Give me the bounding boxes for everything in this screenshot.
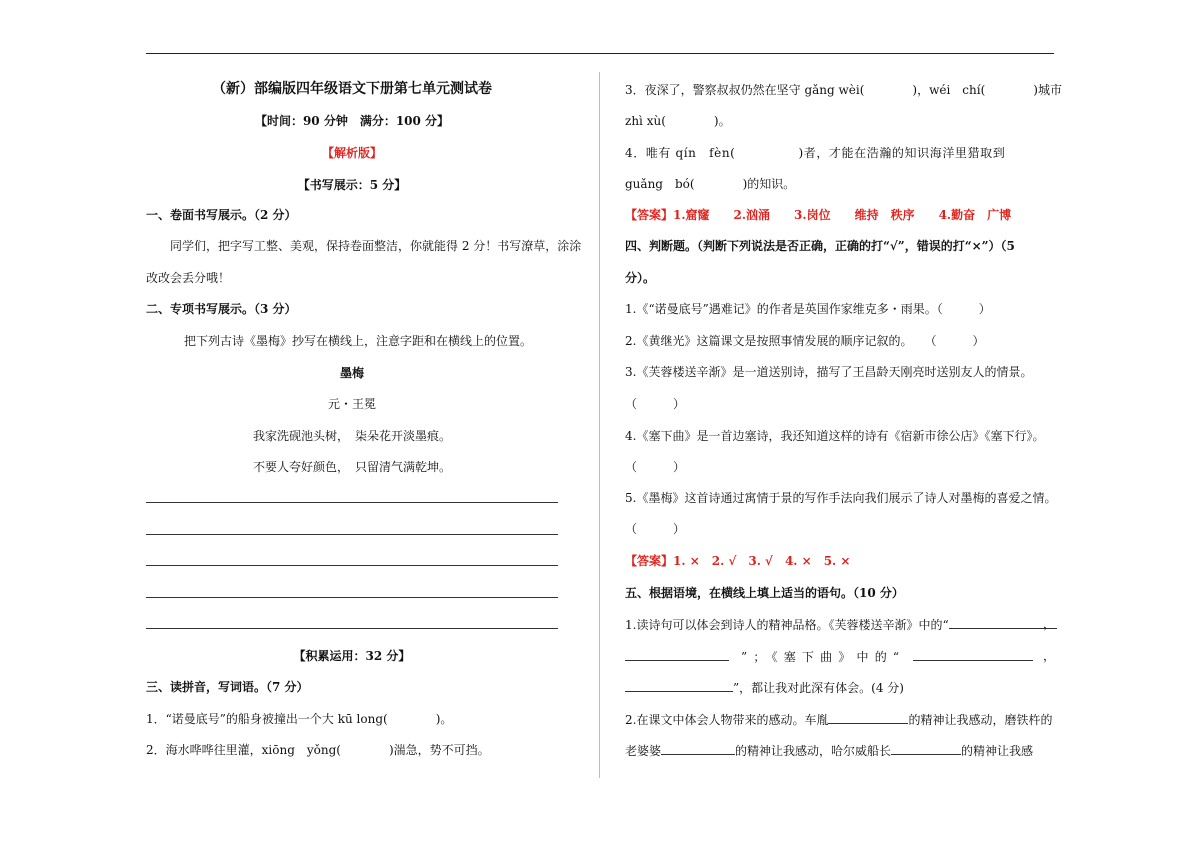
q5-item-1a-end: ， — [1042, 617, 1055, 631]
q1-text-a: 同学们，把字写工整、美观，保持卷面整洁，你就能得 2 分！书写潦草，涂涂 — [170, 239, 582, 253]
q5-blank-6[interactable] — [661, 742, 735, 755]
q5-item-2b-text-2: 的精神让我感动，哈尔威船长 — [735, 744, 892, 758]
q4-item-4a: 4.《塞下曲》是一首边塞诗，我还知道这样的诗有《宿新市徐公店》《塞下行》。 — [625, 429, 1045, 443]
q3-heading: 三、读拼音，写词语。（7 分） — [146, 680, 309, 694]
q5-item-1c — [625, 679, 904, 696]
q5-item-1b-end: ， — [1042, 649, 1055, 663]
q4-item-5b: （ ） — [625, 522, 686, 536]
poem-line-1: 我家洗砚池头树， 柒朵花开淡墨痕。 — [252, 429, 451, 443]
q4-item-1: 1.《“诺曼底号”遇难记》的作者是英国作家维克多・雨果。（ ） — [625, 302, 991, 316]
time-score: 【时间：90 分钟 满分：100 分】 — [254, 114, 450, 128]
q5-blank-4[interactable] — [625, 679, 733, 692]
q5-blank-7[interactable] — [891, 742, 961, 755]
q5-item-1b-mid: ”；《塞下曲》中的“ — [741, 650, 906, 664]
q5-item-1a-text: 1.读诗句可以体会到诗人的精神品格。《芙蓉楼送辛渐》中的“ — [625, 618, 949, 632]
q5-item-2b-text-3: 的精神让我感 — [961, 744, 1034, 758]
q2-instruction: 把下列古诗《墨梅》抄写在横线上，注意字距和在横线上的位置。 — [184, 334, 533, 348]
q5-item-1b — [625, 648, 1055, 665]
poem-author: 元・王冕 — [327, 397, 376, 411]
q4-item-4b: （ ） — [625, 460, 686, 474]
q5-item-1c-end: ”，都让我对此深有体会。(4 分) — [733, 681, 904, 695]
poem-line-2: 不要人夸好颜色， 只留清气满乾坤。 — [252, 460, 451, 474]
q3-item-3b: zhì xù( )。 — [625, 114, 731, 128]
q5-heading: 五、根据语境，在横线上填上适当的语句。（10 分） — [625, 586, 904, 600]
q1-text-b: 改改会丢分哦！ — [146, 271, 231, 285]
section-accum: 【积累运用：32 分】 — [293, 649, 411, 663]
q5-item-2b — [625, 742, 1033, 759]
writing-line-5[interactable] — [146, 628, 558, 629]
q1-heading: 一、卷面书写展示。（2 分） — [146, 208, 297, 222]
top-rule — [146, 53, 1054, 54]
writing-line-4[interactable] — [146, 597, 558, 598]
q5-blank-1[interactable] — [949, 616, 1057, 629]
exam-title: （新）部编版四年级语文下册第七单元测试卷 — [212, 81, 492, 97]
q4-item-5a: 5.《墨梅》这首诗通过寓情于景的写作手法向我们展示了诗人对墨梅的喜爱之情。 — [625, 491, 1057, 505]
edition-label: 【解析版】 — [321, 146, 382, 160]
column-divider — [599, 72, 600, 778]
q3-item-3a: 3．夜深了，警察叔叔仍然在坚守 gǎng wèi( )，wéi chí( )城市 — [625, 83, 1062, 97]
q2-heading: 二、专项书写展示。（3 分） — [146, 302, 297, 316]
q4-heading-b: 分）。 — [625, 271, 656, 285]
poem-title: 墨梅 — [339, 366, 364, 380]
q5-item-2b-text-1: 老婆婆 — [625, 744, 662, 758]
section-writing: 【书写展示：5 分】 — [297, 178, 407, 192]
q5-blank-5[interactable] — [828, 711, 908, 724]
writing-line-3[interactable] — [146, 565, 558, 566]
q3-item-1: 1．“诺曼底号”的船身被撞出一个大 kū long( )。 — [146, 712, 453, 726]
q3-item-2: 2．海水哗哗往里灌，xiōng yǒng( )湍急，势不可挡。 — [146, 743, 490, 757]
q5-blank-3[interactable] — [913, 648, 1033, 661]
q4-item-3b: （ ） — [625, 397, 686, 411]
q4-item-3a: 3.《芙蓉楼送辛渐》是一道送别诗，描写了王昌龄天刚亮时送别友人的情景。 — [625, 365, 1033, 379]
q3-item-4b: guǎng bó( )的知识。 — [625, 177, 796, 191]
q5-blank-2[interactable] — [625, 648, 729, 661]
q5-item-1a — [625, 616, 1055, 633]
q4-heading-a: 四、判断题。（判断下列说法是否正确，正确的打“√”，错误的打“×”）（5 — [625, 239, 1015, 253]
q5-item-2a-text-2: 的精神让我感动，磨铁杵的 — [908, 713, 1053, 727]
q5-item-2a — [625, 711, 1052, 728]
q5-item-2a-text-1: 2.在课文中体会人物带来的感动。车胤 — [625, 713, 829, 727]
writing-line-1[interactable] — [146, 502, 558, 503]
q3-answer: 【答案】1.窟窿 2.汹涌 3.岗位 维持 秩序 4.勤奋 广博 — [625, 208, 1012, 222]
q3-item-4a: 4．唯有 qín fèn( )者，才能在浩瀚的知识海洋里猎取到 — [625, 146, 1006, 160]
writing-line-2[interactable] — [146, 534, 558, 535]
q4-item-2: 2.《黄继光》这篇课文是按照事情发展的顺序记叙的。 （ ） — [625, 334, 985, 348]
q4-answer: 【答案】1. × 2. √ 3. √ 4. × 5. × — [625, 554, 851, 568]
